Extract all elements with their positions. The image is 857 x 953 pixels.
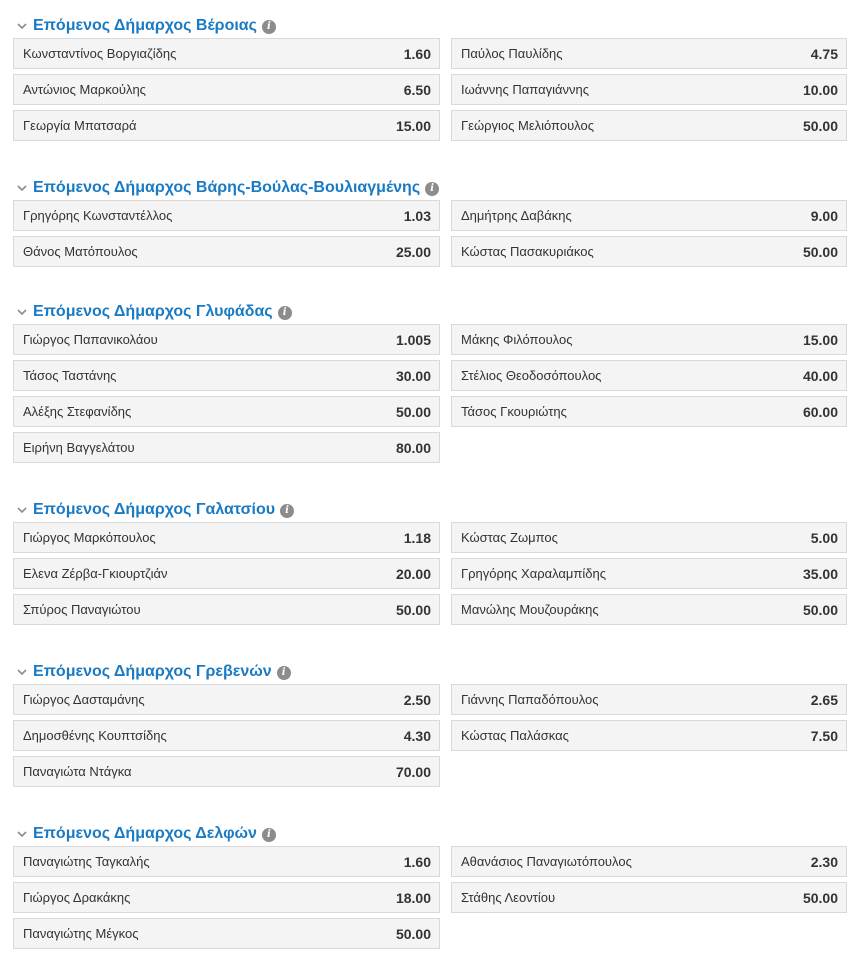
selection-button[interactable] <box>451 200 847 231</box>
selection-button[interactable] <box>13 432 440 463</box>
selection-name: Δημοσθένης Κουπτσίδης <box>23 728 167 743</box>
selection-odds: 80.00 <box>395 439 431 456</box>
selection-odds: 50.00 <box>395 925 431 942</box>
chevron-down-icon[interactable] <box>14 664 30 680</box>
market-title: Επόμενος Δήμαρχος Βέροιας <box>33 17 257 34</box>
selection-odds: 35.00 <box>802 565 838 582</box>
selection-button[interactable] <box>451 38 847 69</box>
selection-odds: 70.00 <box>395 763 431 780</box>
selection-button[interactable] <box>451 882 847 913</box>
selection-name: Στάθης Λεοντίου <box>461 890 556 905</box>
selection-name: Κωνσταντίνος Βοργιαζίδης <box>23 46 177 61</box>
selection-button[interactable] <box>13 522 440 553</box>
selection-odds: 2.30 <box>810 853 838 870</box>
selection-button[interactable] <box>451 846 847 877</box>
selection-odds: 9.00 <box>810 207 838 224</box>
selection-odds: 5.00 <box>810 529 838 546</box>
selection-name: Θάνος Ματόπουλος <box>23 244 138 259</box>
selection-button[interactable] <box>13 684 440 715</box>
info-icon[interactable]: i <box>277 666 291 680</box>
market-title: Επόμενος Δήμαρχος Δελφών <box>33 825 257 842</box>
selection-name: Αθανάσιος Παναγιωτόπουλος <box>461 854 632 869</box>
market-header[interactable] <box>14 14 276 38</box>
selection-name: Τάσος Γκουριώτης <box>461 404 567 419</box>
info-icon[interactable]: i <box>278 306 292 320</box>
selection-name: Παύλος Παυλίδης <box>461 46 563 61</box>
market-title: Επόμενος Δήμαρχος Γρεβενών <box>33 663 272 680</box>
selection-name: Στέλιος Θεοδοσόπουλος <box>461 368 602 383</box>
selection-name: Παναγιώτης Ταγκαλής <box>23 854 150 869</box>
selection-name: Μάκης Φιλόπουλος <box>461 332 573 347</box>
selection-name: Κώστας Ζωμπος <box>461 530 558 545</box>
selection-button[interactable] <box>13 882 440 913</box>
selection-button[interactable] <box>451 594 847 625</box>
selection-button[interactable] <box>451 236 847 267</box>
selection-name: Γεώργιος Μελιόπουλος <box>461 118 594 133</box>
selection-name: Γιώργος Μαρκόπουλος <box>23 530 156 545</box>
selection-name: Δημήτρης Δαβάκης <box>461 208 572 223</box>
selection-name: Γρηγόρης Χαραλαμπίδης <box>461 566 607 581</box>
selection-button[interactable] <box>13 38 440 69</box>
selection-odds: 15.00 <box>802 331 838 348</box>
selection-button[interactable] <box>451 522 847 553</box>
selection-name: Γεωργία Μπατσαρά <box>23 118 137 133</box>
chevron-down-icon[interactable] <box>14 18 30 34</box>
selection-odds: 18.00 <box>395 889 431 906</box>
market-header[interactable] <box>14 498 294 522</box>
selection-odds: 40.00 <box>802 367 838 384</box>
selection-button[interactable] <box>451 684 847 715</box>
selection-name: Σπύρος Παναγιώτου <box>23 602 141 617</box>
selection-name: Ελενα Ζέρβα-Γκιουρτζιάν <box>23 566 168 581</box>
selection-odds: 50.00 <box>395 403 431 420</box>
selection-odds: 1.60 <box>403 853 431 870</box>
market-title: Επόμενος Δήμαρχος Βάρης-Βούλας-Βουλιαγμένης <box>33 179 421 196</box>
selection-button[interactable] <box>13 236 440 267</box>
selection-odds: 60.00 <box>802 403 838 420</box>
selection-button[interactable] <box>13 200 440 231</box>
selection-button[interactable] <box>451 396 847 427</box>
selection-name: Τάσος Ταστάνης <box>23 368 117 383</box>
selection-odds: 1.18 <box>403 529 431 546</box>
selection-odds: 50.00 <box>802 889 838 906</box>
market-header[interactable] <box>14 822 276 846</box>
market-header[interactable] <box>14 300 292 324</box>
selection-name: Μανώλης Μουζουράκης <box>461 602 599 617</box>
selection-name: Γιώργος Δασταμάνης <box>23 692 145 707</box>
selection-odds: 50.00 <box>802 601 838 618</box>
selection-name: Κώστας Πασακυριάκος <box>461 244 594 259</box>
selection-odds: 50.00 <box>802 117 838 134</box>
selection-button[interactable] <box>13 558 440 589</box>
selection-odds: 20.00 <box>395 565 431 582</box>
selection-name: Γρηγόρης Κωνσταντέλλος <box>23 208 173 223</box>
selection-name: Γιάννης Παπαδόπουλος <box>461 692 599 707</box>
market-title: Επόμενος Δήμαρχος Γλυφάδας <box>33 303 273 320</box>
selection-button[interactable] <box>13 360 440 391</box>
chevron-down-icon[interactable] <box>14 826 30 842</box>
selection-odds: 7.50 <box>810 727 838 744</box>
selection-name: Αλέξης Στεφανίδης <box>23 404 132 419</box>
selection-odds: 2.50 <box>403 691 431 708</box>
selection-odds: 25.00 <box>395 243 431 260</box>
selection-odds: 1.03 <box>403 207 431 224</box>
selection-button[interactable] <box>451 74 847 105</box>
market-header[interactable] <box>14 176 439 200</box>
selection-button[interactable] <box>13 324 440 355</box>
info-icon[interactable]: i <box>280 504 294 518</box>
selection-button[interactable] <box>13 846 440 877</box>
selection-odds: 50.00 <box>802 243 838 260</box>
selection-name: Παναγιώτης Μέγκος <box>23 926 139 941</box>
selection-button[interactable] <box>13 756 440 787</box>
selection-button[interactable] <box>451 110 847 141</box>
selection-button[interactable] <box>13 74 440 105</box>
selection-odds: 15.00 <box>395 117 431 134</box>
info-icon[interactable]: i <box>262 828 276 842</box>
selection-odds: 30.00 <box>395 367 431 384</box>
selection-button[interactable] <box>13 110 440 141</box>
selection-button[interactable] <box>13 396 440 427</box>
market-title: Επόμενος Δήμαρχος Γαλατσίου <box>33 501 276 518</box>
chevron-down-icon[interactable] <box>14 502 30 518</box>
selection-name: Αντώνιος Μαρκούλης <box>23 82 146 97</box>
selection-odds: 2.65 <box>810 691 838 708</box>
selection-odds: 50.00 <box>395 601 431 618</box>
selection-name: Γιώργος Παπανικολάου <box>23 332 158 347</box>
selection-odds: 10.00 <box>802 81 838 98</box>
selection-name: Γιώργος Δρακάκης <box>23 890 131 905</box>
selection-button[interactable] <box>451 324 847 355</box>
chevron-down-icon[interactable] <box>14 304 30 320</box>
selection-button[interactable] <box>451 720 847 751</box>
selection-button[interactable] <box>451 558 847 589</box>
selection-button[interactable] <box>13 594 440 625</box>
chevron-down-icon[interactable] <box>14 180 30 196</box>
selection-button[interactable] <box>451 360 847 391</box>
selection-odds: 6.50 <box>403 81 431 98</box>
selection-button[interactable] <box>13 720 440 751</box>
selection-odds: 4.75 <box>810 45 838 62</box>
selection-odds: 1.005 <box>395 331 431 348</box>
selection-name: Ειρήνη Βαγγελάτου <box>23 440 135 455</box>
info-icon[interactable]: i <box>262 20 276 34</box>
market-header[interactable] <box>14 660 291 684</box>
selection-button[interactable] <box>13 918 440 949</box>
selection-odds: 4.30 <box>403 727 431 744</box>
selection-odds: 1.60 <box>403 45 431 62</box>
selection-name: Κώστας Παλάσκας <box>461 728 569 743</box>
selection-name: Ιωάννης Παπαγιάννης <box>461 82 589 97</box>
selection-name: Παναγιώτα Ντάγκα <box>23 764 132 779</box>
info-icon[interactable]: i <box>425 182 439 196</box>
